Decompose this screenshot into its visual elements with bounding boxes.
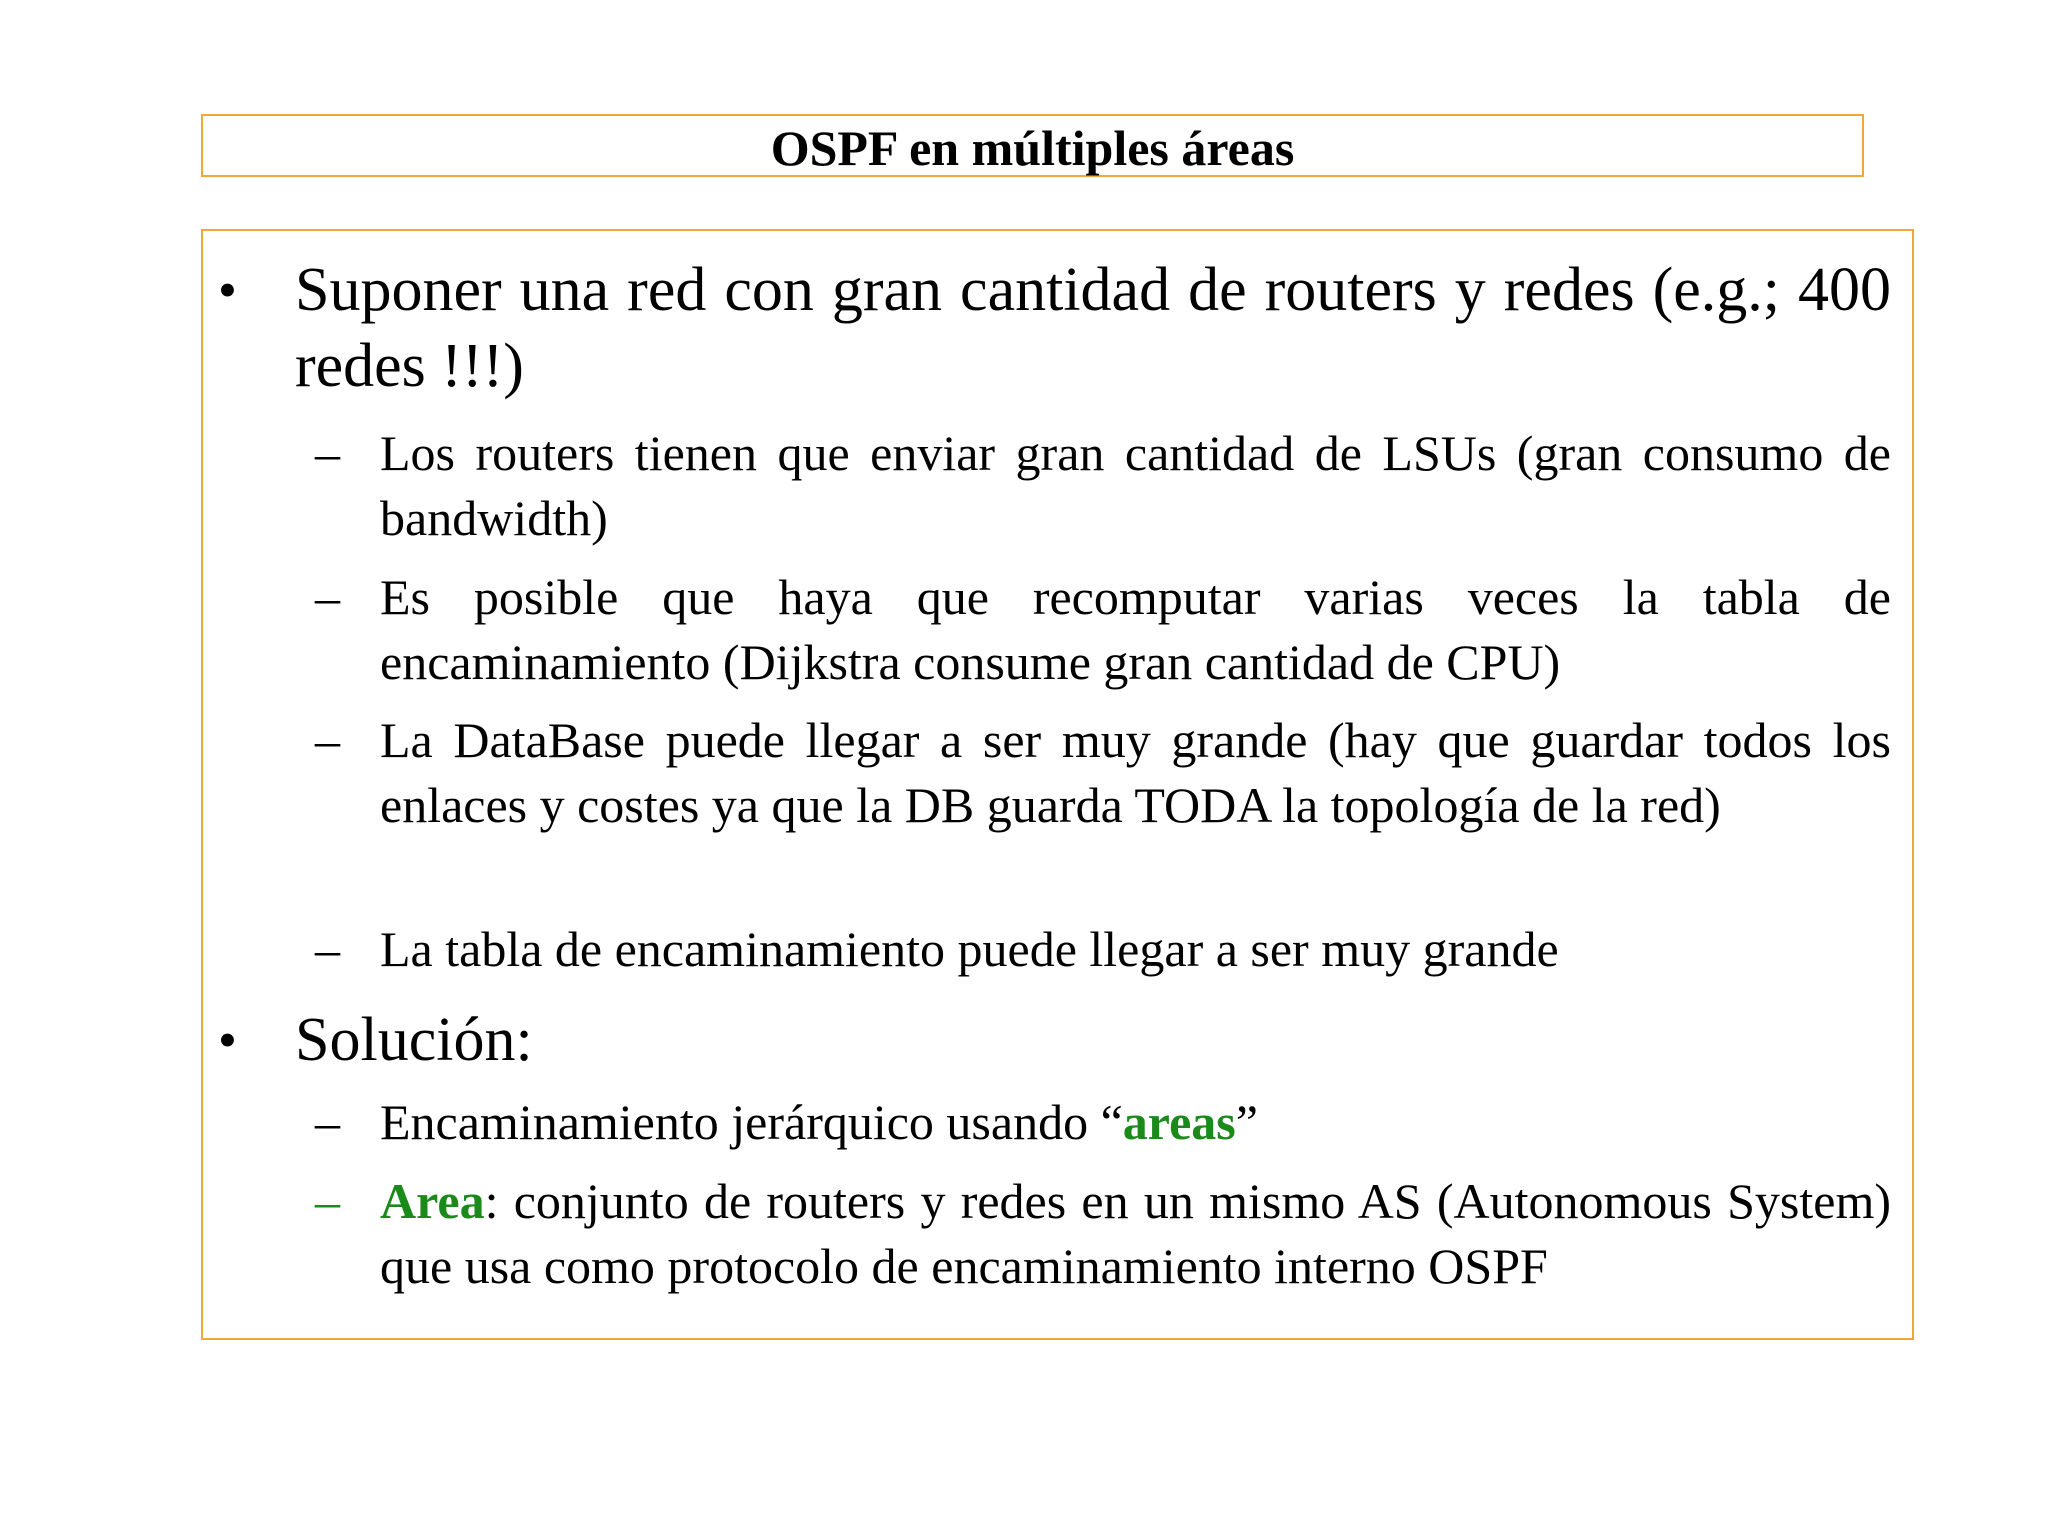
sub-bullet-routing-table-text: La tabla de encaminamiento puede llegar a ser muy grande — [380, 921, 1559, 977]
dash-icon: – — [315, 425, 340, 481]
content-box — [201, 229, 1914, 1340]
sub-bullet-area-definition — [315, 1169, 1891, 1299]
sub-bullet-database-text: La DataBase puede llegar a ser muy grande (hay que guardar todos los enlaces y costes ya que la DB guarda TODA la topología de la red) — [380, 712, 1891, 833]
slide-title: OSPF en múltiples áreas — [770, 119, 1295, 176]
title-box — [201, 114, 1864, 177]
bullet-solution-text: Solución: — [295, 1006, 533, 1074]
area-term-highlight: Area — [380, 1173, 485, 1229]
area-definition-text: : conjunto de routers y redes en un mismo AS (Autonomous System) que usa como protocolo de encaminamiento interno OSPF — [380, 1173, 1891, 1294]
sub-bullet-recompute — [315, 565, 1891, 695]
sub-bullet-lsu-text: Los routers tienen que enviar gran cantidad de LSUs (gran consumo de bandwidth) — [380, 425, 1891, 546]
bullet-large-networks — [218, 252, 1891, 404]
sub-bullet-database — [315, 708, 1891, 838]
sub-bullet-lsu — [315, 421, 1891, 551]
sub-bullet-routing-table — [315, 917, 1891, 982]
areas-highlight: areas — [1122, 1094, 1236, 1150]
bullet-dot-icon: • — [218, 1010, 237, 1070]
bullet-dot-icon: • — [218, 260, 237, 320]
sub-bullet-recompute-text: Es posible que haya que recomputar varias veces la tabla de encaminamiento (Dijkstra consume gran cantidad de CPU) — [380, 569, 1891, 690]
bullet-solution — [218, 1002, 1891, 1078]
sub-bullet-hierarchical — [315, 1090, 1891, 1155]
bullet-large-networks-text: Suponer una red con gran cantidad de routers y redes (e.g.; 400 redes !!!) — [295, 256, 1891, 400]
dash-icon: – — [315, 569, 340, 625]
dash-icon: – — [315, 1173, 340, 1229]
dash-icon: – — [315, 921, 340, 977]
hierarchical-text-post: ” — [1235, 1094, 1258, 1150]
hierarchical-text-pre: Encaminamiento jerárquico usando “ — [380, 1094, 1123, 1150]
dash-icon: – — [315, 712, 340, 768]
dash-icon: – — [315, 1094, 340, 1150]
